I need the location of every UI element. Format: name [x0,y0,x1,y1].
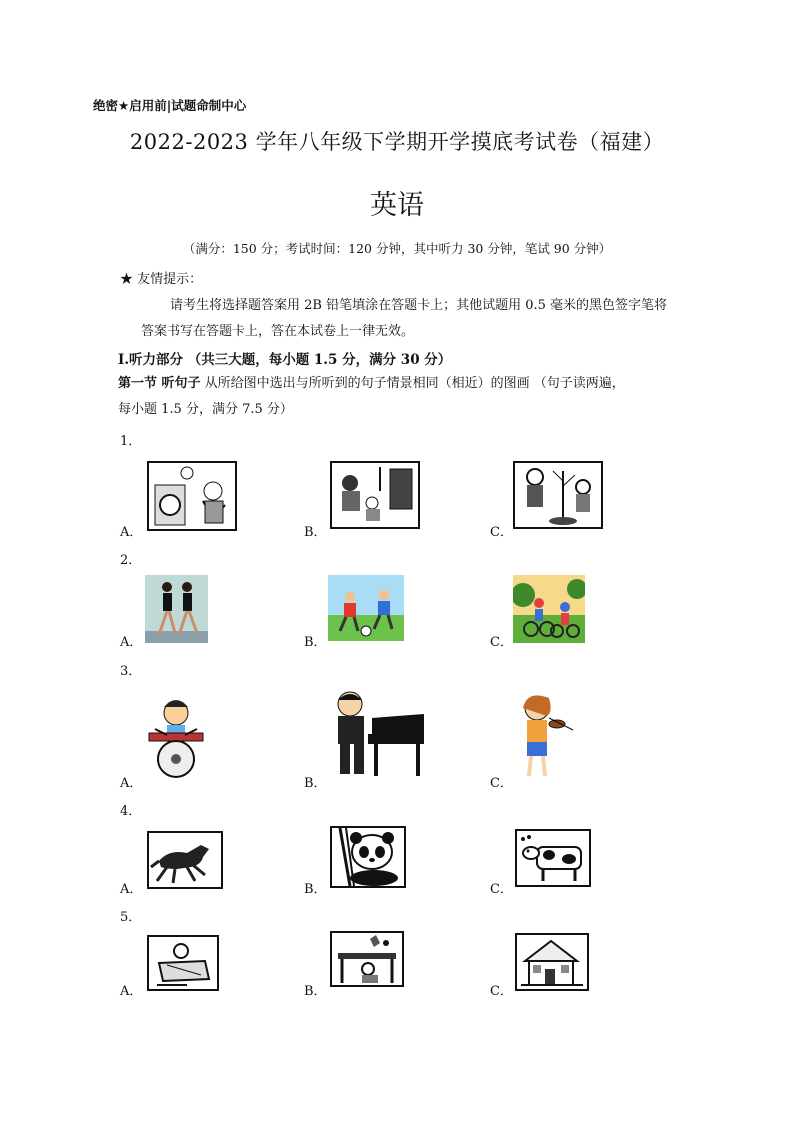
option-label: A． [120,882,143,897]
part1-text: 从所给图中选出与所听到的句子情景相同（相近）的图画 （句子读两遍， [200,376,625,391]
question-number: 4． [120,804,142,819]
runners-icon [145,575,208,643]
tips-heading: ★ 友情提示： [120,272,203,287]
violinist-icon [513,690,575,782]
soccer-players-icon [328,575,404,641]
option-label: B． [304,882,327,897]
confidential-label: 绝密★启用前|试题命制中心 [93,98,247,113]
drummer-icon [145,693,207,779]
part1-instructions [118,371,688,397]
horse-icon [147,831,223,889]
washing-machine-icon [147,461,237,531]
option-label: A． [120,984,143,999]
planting-trees-icon [513,461,603,529]
exam-title: 2022-2023 学年八年级下学期开学摸底考试卷（福建） [129,130,665,154]
tips-line-2: 答案书写在答题卡上，答在本试卷上一律无效。 [141,324,415,339]
option-label: B． [304,525,327,540]
question-number: 3． [120,664,142,679]
pianist-icon [328,688,426,780]
option-label: C． [490,984,513,999]
part1-label: 第一节 听句子 [118,376,201,391]
house-icon [515,933,589,991]
option-label: C． [490,525,513,540]
option-label: A． [120,635,143,650]
cyclists-icon [513,575,585,643]
option-label: A． [120,776,143,791]
question-number: 5． [120,910,142,925]
cow-icon [515,829,591,887]
option-label: C． [490,635,513,650]
panda-icon [330,826,406,888]
under-desk-icon [330,931,404,987]
option-label: C． [490,776,513,791]
option-label: B． [304,984,327,999]
option-label: B． [304,635,327,650]
option-label: C． [490,882,513,897]
question-number: 2． [120,553,142,568]
part1-instructions-2: 每小题 1.5 分，满分 7.5 分） [118,402,293,417]
people-cleaning-icon [330,461,420,529]
option-label: B． [304,776,327,791]
question-number: 1． [120,434,142,449]
subject-title: 英语 [370,190,424,221]
box-scene-icon [147,935,219,991]
option-label: A． [120,525,143,540]
exam-info: （满分：150 分；考试时间：120 分钟，其中听力 30 分钟，笔试 90 分钟） [182,241,612,256]
tips-line-1: 请考生将选择题答案用 2B 铅笔填涂在答题卡上；其他试题用 0.5 毫米的黑色签字笔将 [170,298,668,313]
listening-section-title: I.听力部分 （共三大题，每小题 1.5 分，满分 30 分） [118,352,452,368]
